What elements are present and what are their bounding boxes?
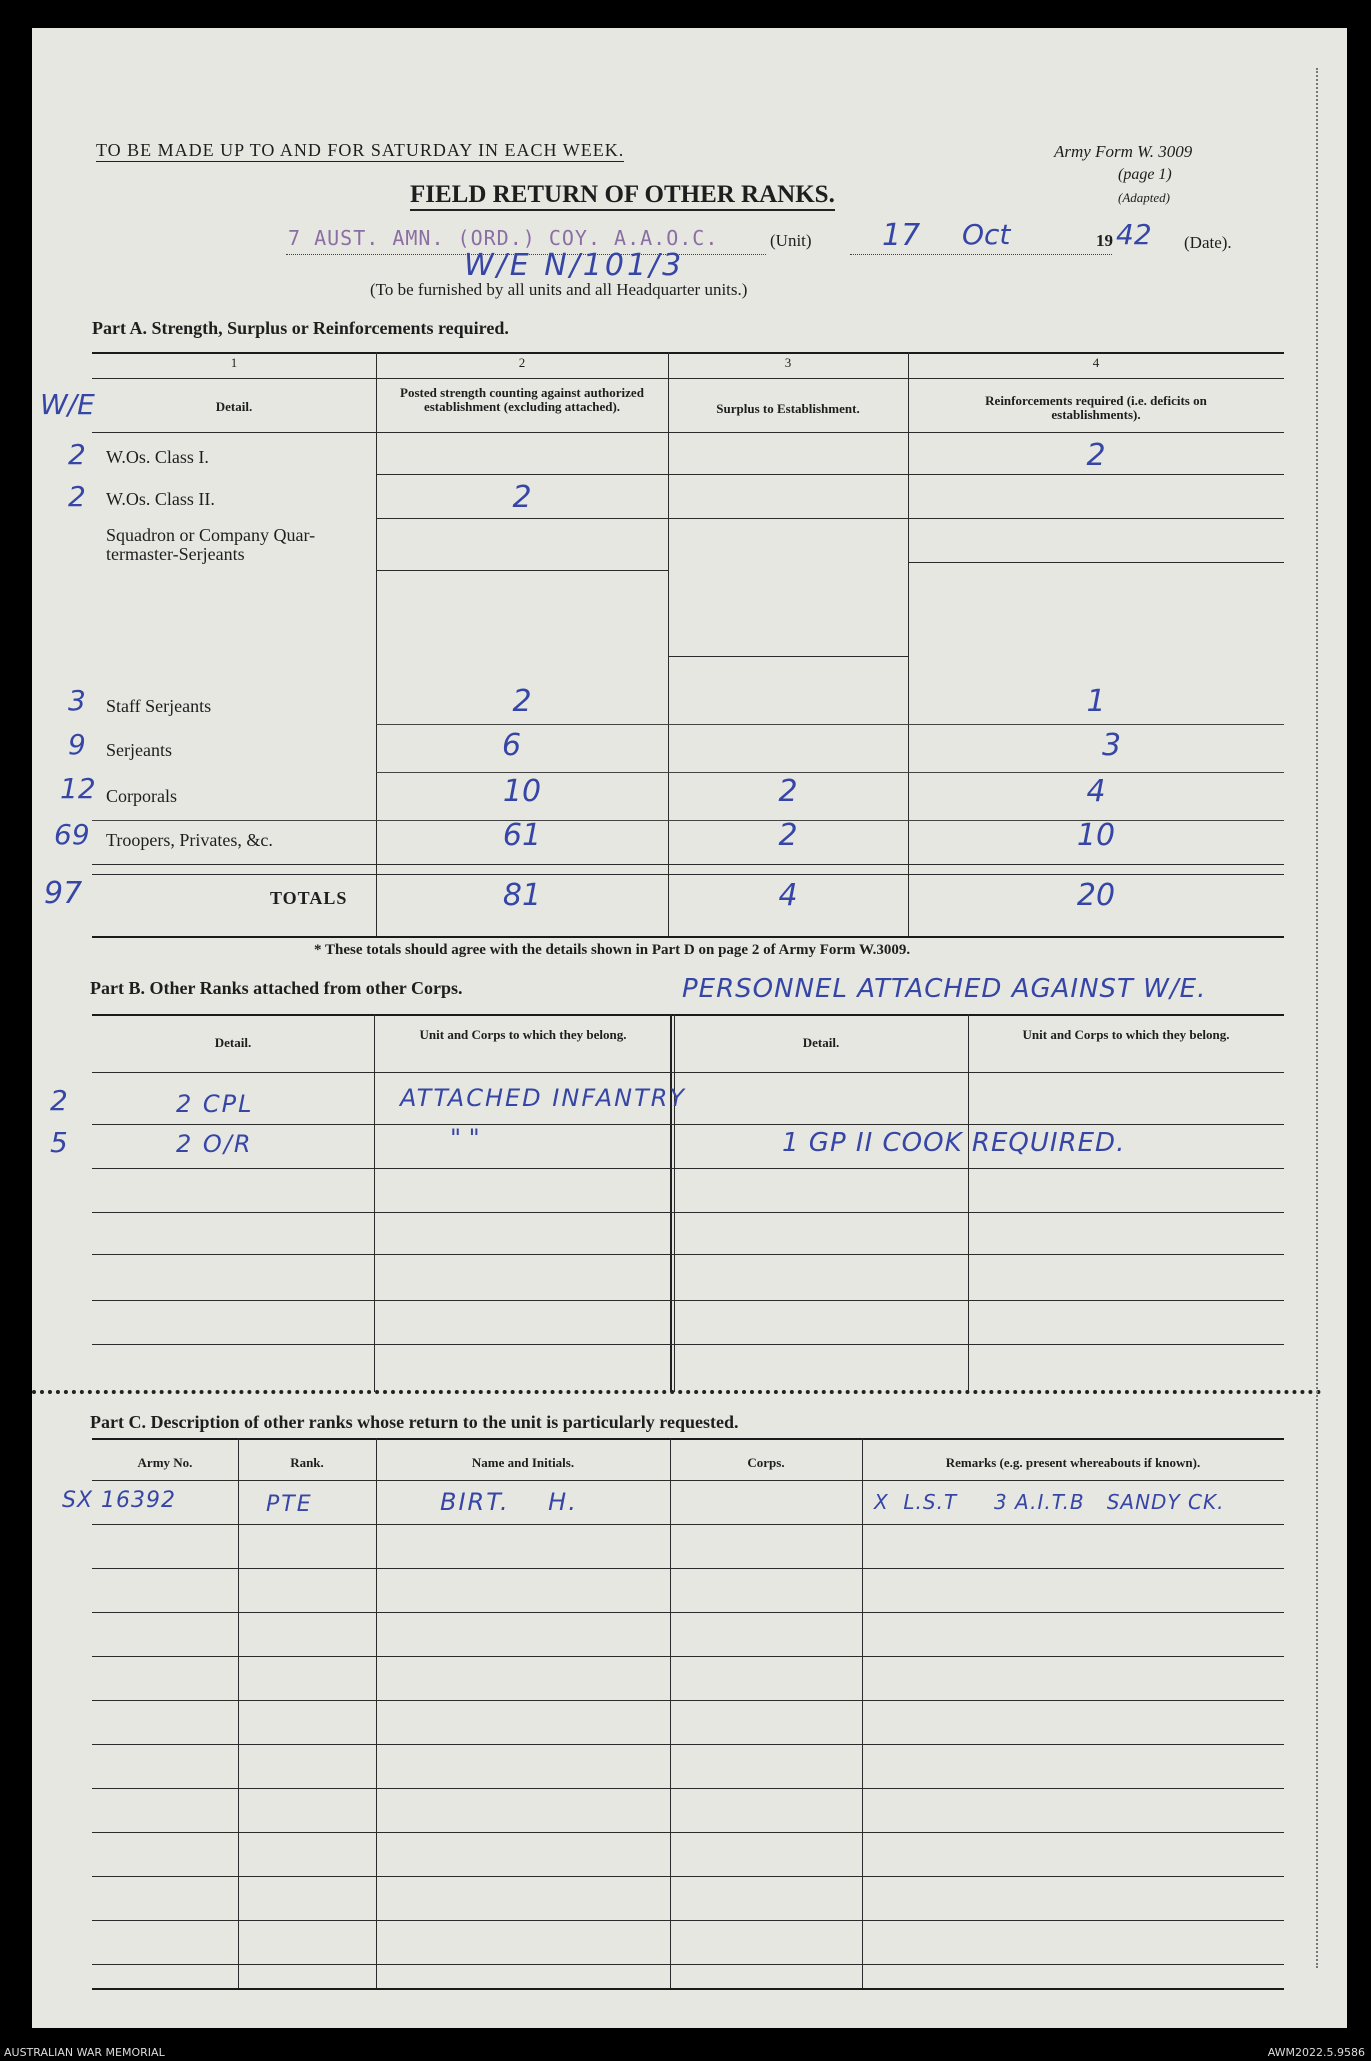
- col-number-rule: [92, 378, 1284, 379]
- totals-top-rule: [92, 874, 1284, 875]
- part-c-row-rule: [92, 1656, 1284, 1657]
- part-b-top-rule: [92, 1014, 1284, 1016]
- row-rule: [376, 474, 1284, 475]
- part-b-row-rule: [92, 1300, 1284, 1301]
- part-c-col-divider: [238, 1438, 239, 1990]
- surplus-value: 2: [778, 818, 798, 853]
- row-rule: [376, 570, 668, 571]
- col-number-1: 1: [230, 355, 238, 370]
- margin-value: 9: [68, 728, 86, 761]
- part-b-detail: 2 O/R: [176, 1130, 253, 1158]
- part-b-col-header: Unit and Corps to which they belong.: [1022, 1027, 1230, 1042]
- margin-value: 3: [68, 684, 86, 717]
- part-c-col-divider: [376, 1438, 377, 1990]
- col-header-surplus: Surplus to Establishment.: [716, 401, 860, 416]
- part-c-row-rule: [92, 1920, 1284, 1921]
- part-c-col-header: Army No.: [137, 1455, 193, 1470]
- row-rule: [908, 562, 1284, 563]
- part-b-row-rule: [92, 1124, 1284, 1125]
- adapted-label: (Adapted): [1118, 190, 1170, 205]
- form-reference: Army Form W. 3009: [1054, 142, 1193, 161]
- unit-stamp: 7 AUST. AMN. (ORD.) COY. A.A.O.C.: [288, 226, 719, 250]
- reinf-value: 4: [1086, 774, 1106, 809]
- row-label: Corporals: [106, 786, 177, 806]
- perforation-edge: [1316, 68, 1318, 1968]
- part-b-detail: 2 CPL: [176, 1090, 254, 1118]
- year-prefix: 19: [1096, 231, 1113, 250]
- row-label: Squadron or Company Quar-termaster-Serjeants: [106, 525, 316, 564]
- posted-value: 2: [512, 684, 532, 719]
- we-reference: W/E N/101/3: [464, 248, 685, 283]
- part-a-bottom-rule: [92, 936, 1284, 938]
- col-header-posted: Posted strength counting against authorized establishment (excluding attached).: [400, 385, 644, 414]
- part-c-row-rule: [92, 1832, 1284, 1833]
- posted-value: 6: [502, 728, 522, 763]
- row-label: W.Os. Class II.: [106, 489, 215, 509]
- footer-right: AWM2022.5.9586: [1267, 2046, 1365, 2059]
- posted-value: 61: [502, 818, 542, 853]
- margin-value: 12: [60, 772, 96, 805]
- part-c-row-rule: [92, 1876, 1284, 1877]
- row-rule: [668, 656, 908, 657]
- part-c-row-rule: [92, 1744, 1284, 1745]
- page-title: FIELD RETURN OF OTHER RANKS.: [410, 181, 835, 211]
- part-c-row-rule: [92, 1700, 1284, 1701]
- part-b-header-rule: [92, 1072, 1284, 1073]
- row-label: Serjeants: [106, 740, 172, 760]
- part-c-row-rule: [92, 1964, 1284, 1965]
- col-number-4: 4: [1092, 355, 1100, 370]
- col-header-reinforcements: Reinforcements required (i.e. deficits on establishments).: [985, 393, 1207, 422]
- part-b-center-divider: [670, 1014, 672, 1392]
- row-label: Staff Serjeants: [106, 696, 212, 716]
- posted-total: 81: [502, 878, 542, 913]
- row-rule: [376, 518, 1284, 519]
- part-b-row-rule: [92, 1212, 1284, 1213]
- part-c-col-header: Rank.: [290, 1455, 324, 1470]
- part-b-col-header: Detail.: [214, 1035, 252, 1050]
- part-b-col-header: Unit and Corps to which they belong.: [419, 1027, 627, 1042]
- part-c-row-rule: [92, 1612, 1284, 1613]
- army-number: SX 16392: [62, 1488, 177, 1513]
- part-c-top-rule: [92, 1438, 1284, 1440]
- remarks: X L.S.T 3 A.I.T.B SANDY CK.: [874, 1490, 1225, 1514]
- part-a-heading: Part A. Strength, Surplus or Reinforcements required.: [92, 318, 509, 338]
- totals-label: TOTALS: [270, 888, 348, 908]
- rank: PTE: [266, 1492, 313, 1517]
- part-b-detail-right: 1 GP II COOK REQUIRED.: [782, 1128, 1126, 1158]
- part-c-header-rule: [92, 1480, 1284, 1481]
- reinf-value: 2: [1086, 438, 1106, 473]
- part-b-unit: " ": [450, 1124, 480, 1152]
- part-b-row-rule: [92, 1168, 1284, 1169]
- margin-value: 2: [68, 438, 86, 471]
- col-number-3: 3: [784, 355, 792, 370]
- date-day: 17: [882, 218, 921, 253]
- date-label: (Date).: [1184, 233, 1232, 252]
- year-suffix: 42: [1116, 218, 1152, 251]
- page-reference: (page 1): [1118, 166, 1172, 183]
- reinf-value: 1: [1086, 684, 1106, 719]
- part-b-row-rule: [92, 1254, 1284, 1255]
- row-rule: [376, 724, 1284, 725]
- part-b-unit: ATTACHED INFANTRY: [400, 1084, 687, 1112]
- margin-value: 97: [44, 876, 83, 911]
- part-b-center-divider: [674, 1014, 675, 1392]
- name-initials: BIRT. H.: [440, 1488, 578, 1516]
- row-rule: [92, 864, 1284, 865]
- part-b-row-rule: [92, 1344, 1284, 1345]
- part-c-row-rule: [92, 1524, 1284, 1525]
- part-a-footnote: * These totals should agree with the details shown in Part D on page 2 of Army Form W.3009.: [314, 942, 911, 958]
- part-b-col-header: Detail.: [802, 1035, 840, 1050]
- row-label: Troopers, Privates, &c.: [106, 830, 273, 850]
- part-c-col-divider: [670, 1438, 671, 1990]
- unit-label: (Unit): [770, 231, 812, 250]
- date-dotted-line: [850, 254, 1112, 255]
- part-c-row-rule: [92, 1788, 1284, 1789]
- footer-left: AUSTRALIAN WAR MEMORIAL: [4, 2046, 165, 2059]
- posted-value: 2: [512, 480, 532, 515]
- part-b-handwritten-note: PERSONNEL ATTACHED AGAINST W/E.: [682, 974, 1207, 1004]
- part-c-col-divider: [862, 1438, 863, 1990]
- part-c-col-header: Corps.: [747, 1455, 785, 1470]
- part-a-top-rule: [92, 352, 1284, 354]
- reinf-value: 10: [1076, 818, 1116, 853]
- part-c-col-header: Name and Initials.: [471, 1455, 575, 1470]
- part-b-heading: Part B. Other Ranks attached from other Corps.: [90, 978, 463, 998]
- reinf-total: 20: [1076, 878, 1116, 913]
- col-header-detail: Detail.: [215, 399, 253, 414]
- surplus-value: 2: [778, 774, 798, 809]
- furnished-note: (To be furnished by all units and all Headquarter units.): [370, 280, 748, 299]
- margin-we-header: W/E: [40, 388, 95, 421]
- part-b-margin-value: 2: [50, 1084, 68, 1117]
- dotted-separator: [32, 1390, 1322, 1394]
- row-rule: [376, 772, 1284, 773]
- part-b-margin-value: 5: [50, 1126, 68, 1159]
- form-page: [32, 28, 1347, 2028]
- part-b-col-divider: [374, 1014, 375, 1392]
- header-rule: [92, 432, 1284, 433]
- part-c-row-rule: [92, 1568, 1284, 1569]
- posted-value: 10: [502, 774, 542, 809]
- date-month: Oct: [962, 218, 1011, 251]
- part-b-col-divider: [968, 1014, 969, 1392]
- instruction-line: TO BE MADE UP TO AND FOR SATURDAY IN EACH WEEK.: [96, 140, 625, 160]
- part-c-bottom-rule: [92, 1988, 1284, 1990]
- row-label: W.Os. Class I.: [106, 447, 209, 467]
- margin-value: 69: [54, 818, 90, 851]
- margin-value: 2: [68, 480, 86, 513]
- part-c-col-header: Remarks (e.g. present whereabouts if known).: [945, 1455, 1201, 1470]
- reinf-value: 3: [1102, 728, 1122, 763]
- surplus-total: 4: [778, 878, 798, 913]
- part-c-heading: Part C. Description of other ranks whose return to the unit is particularly requested.: [90, 1412, 739, 1432]
- col-number-2: 2: [518, 355, 526, 370]
